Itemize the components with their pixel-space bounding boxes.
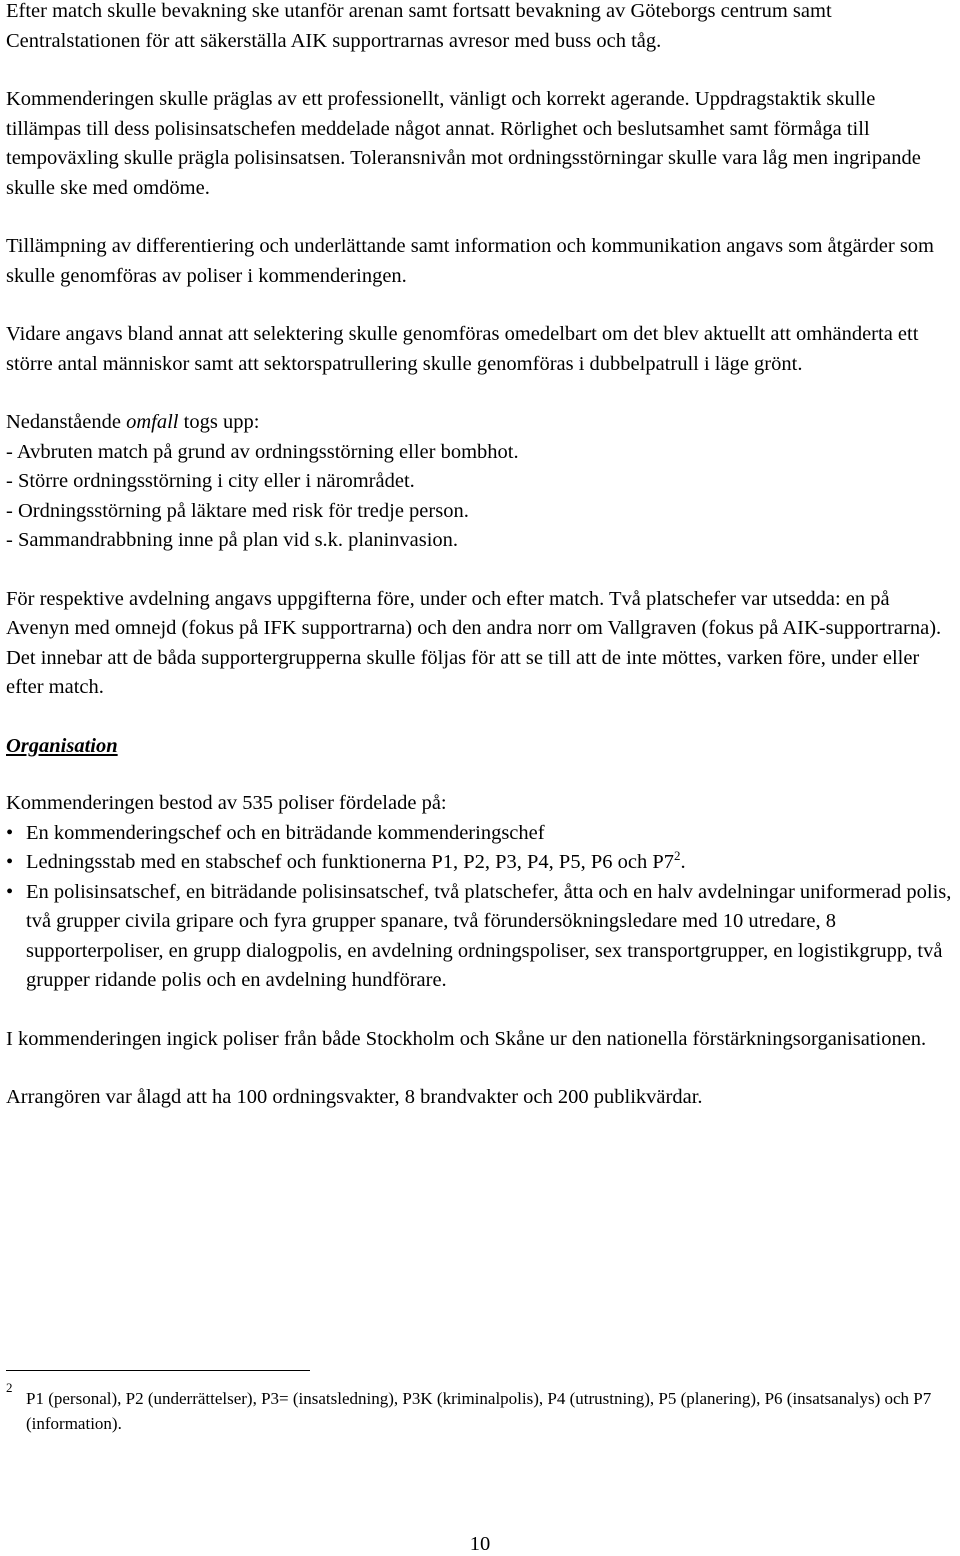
section-heading-organisation: Organisation <box>6 734 118 757</box>
scenario-item: - Ordningsstörning på läktare med risk för tredje person. <box>6 499 469 522</box>
bullet-icon: • <box>6 880 14 903</box>
scenarios-emphasis: omfall <box>126 411 179 433</box>
bullet-icon: • <box>6 821 14 844</box>
scenario-item: - Större ordningsstörning i city eller i närområdet. <box>6 470 415 492</box>
footnote-mark: 2 <box>6 1380 13 1395</box>
organisation-list <box>6 819 954 996</box>
page-number: 10 <box>469 1533 491 1555</box>
organisation-intro: Kommenderingen bestod av 535 poliser fördelade på: <box>6 792 447 814</box>
scenarios-block <box>6 408 954 556</box>
paragraph-post-match: Efter match skulle bevakning ske utanför arenan samt fortsatt bevakning av Göteborgs centrum samt Centralstationen för att säkerställa AIK supportrarnas avresor med buss och tåg. <box>6 0 832 52</box>
footnote <box>6 1380 954 1436</box>
list-item: • Ledningsstab med en stabschef och funktionerna P1, P2, P3, P4, P5, P6 och $P7^2$. <box>6 848 954 878</box>
scenario-item: - Avbruten match på grund av ordningsstörning eller bombhot. <box>6 440 519 463</box>
paragraph-conduct: Kommenderingen skulle präglas av ett professionellt, vänligt och korrekt agerande. Uppdragstaktik skulle tillämpas till dess polisinsatschefen meddelade något annat. Rörlighet och beslutsamhet samt förmåga till tempoväxling skulle prägla polisinsatsen. Toleransnivån mot ordningsstörningar skulle vara låg men ingripande skulle ske med omdöme. <box>6 88 921 199</box>
footnote-separator <box>6 1370 310 1371</box>
paragraph-reinforcements: I kommenderingen ingick poliser från både Stockholm och Skåne ur den nationella förstärkningsorganisationen. <box>6 1027 927 1050</box>
document-page <box>6 0 954 1142</box>
paragraph-selection: Vidare angavs bland annat att selektering skulle genomföras omedelbart om det blev aktuellt att omhänderta ett större antal människor samt att sektorspatrullering skulle genomföras i dubbelpatrull i läge grönt. <box>6 323 919 375</box>
paragraph-organiser: Arrangören var ålagd att ha 100 ordningsvakter, 8 brandvakter och 200 publikvärdar. <box>6 1086 703 1108</box>
scenario-item: - Sammandrabbning inne på plan vid s.k. planinvasion. <box>6 529 459 551</box>
footnote-reference[interactable]: 2 <box>673 848 681 863</box>
paragraph-platoon-tasks: För respektive avdelning angavs uppgifterna före, under och efter match. Två platschefer var utsedda: en på Avenyn med omnejd (fokus på IFK supportrarna) och den andra norr om Vallgraven (fokus på AIK-supportrarna). Det innebar att de båda supportergrupperna skulle följas för att se till att de inte möttes, varken före, under eller efter match. <box>6 587 942 698</box>
list-item: • En kommenderingschef och en biträdande kommenderingschef <box>6 819 954 849</box>
list-item: • En polisinsatschef, en biträdande polisinsatschef, två platschefer, åtta och en halv avdelningar uniformerad polis, två grupper civila gripare och fyra grupper spanare, två förundersökningsledare med 10 utredare, 8 supporterpoliser, en grupp dialogpolis, en avdelning ordningspoliser, sex transportgrupper, en logistikgrupp, två grupper ridande polis och en avdelning hundförare. <box>6 878 954 996</box>
footnote-text: P1 (personal), P2 (underrättelser), P3= (insatsledning), P3K (kriminalpolis), P4 (utrustning), P5 (planering), P6 (insatsanalys) och P7 (information). <box>26 1389 932 1433</box>
scenarios-intro: Nedanstående omfall togs upp: <box>6 411 260 433</box>
paragraph-measures: Tillämpning av differentiering och underlättande samt information och kommunikation angavs som åtgärder som skulle genomföras av poliser i kommenderingen. <box>6 235 934 287</box>
bullet-icon: • <box>6 851 14 873</box>
